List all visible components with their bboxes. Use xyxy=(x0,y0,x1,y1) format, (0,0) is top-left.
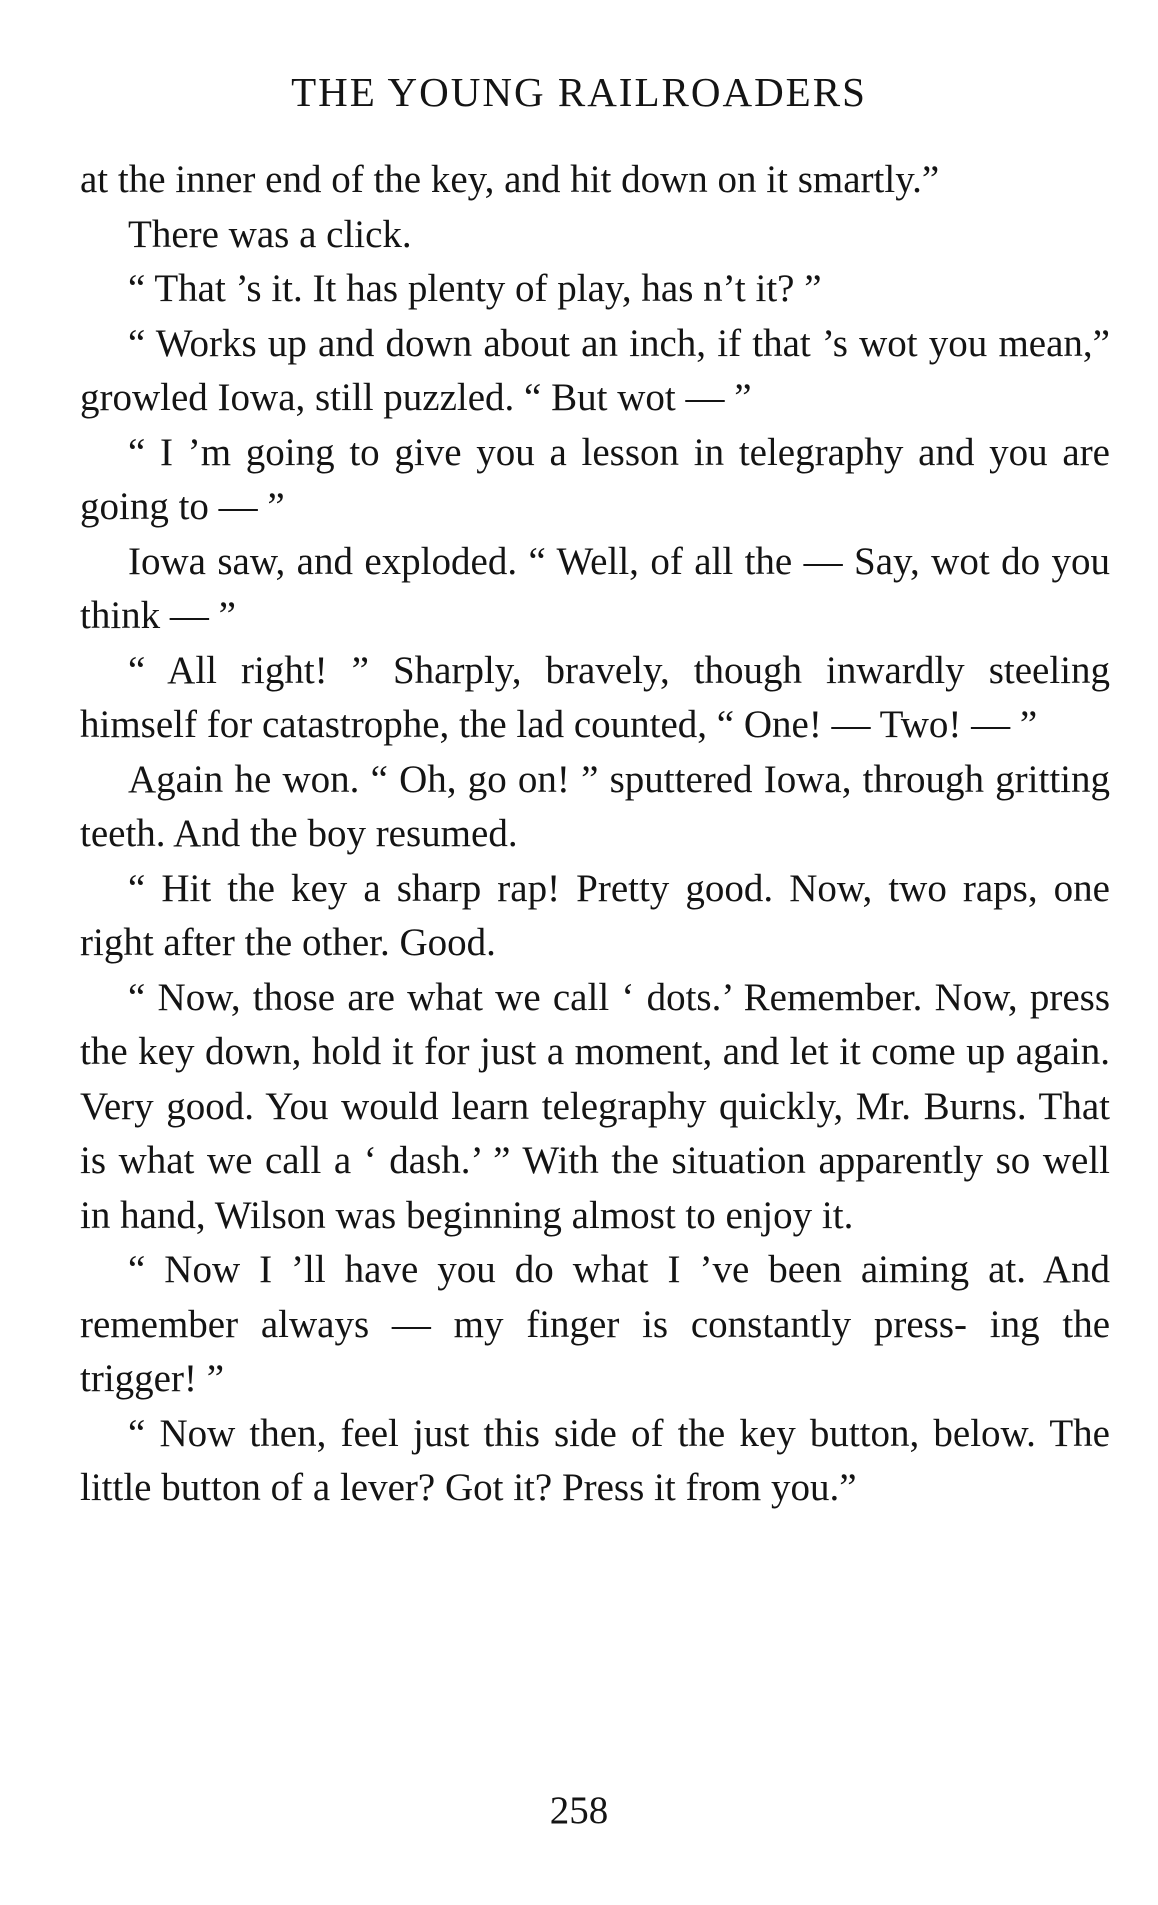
paragraph: Iowa saw, and exploded. “ Well, of all the — Say, wot do you think — ” xyxy=(80,539,1110,637)
paragraph: “ All right! ” Sharply, bravely, though inwardly steeling himself for catastrophe, the lad counted, “ One! — Two! — ” xyxy=(80,648,1110,746)
paragraph: Again he won. “ Oh, go on! ” sputtered Iowa, through gritting teeth. And the boy resumed. xyxy=(80,757,1110,855)
paragraph: “ Now then, feel just this side of the key button, below. The little button of a lever? Got it? Press it from you.” xyxy=(80,1411,1110,1509)
paragraph: “ That ’s it. It has plenty of play, has n’t it? ” xyxy=(128,267,822,310)
paragraph: “ I ’m going to give you a lesson in telegraphy and you are going to — ” xyxy=(80,430,1110,528)
paragraph: “ Works up and down about an inch, if that ’s wot you mean,” growled Iowa, still puzzled. “ But wot — ” xyxy=(80,321,1110,419)
page-number: 258 xyxy=(549,1789,609,1832)
paragraph: “ Now, those are what we call ‘ dots.’ Remember. Now, press the key down, hold it for just a moment, and let it come up again. Very good. You would learn telegraphy quickly, Mr. Burns. That is what we call a ‘ dash.’ ” With the situation apparently so well in hand, Wilson was beginning almost to enjoy it. xyxy=(80,975,1110,1237)
paragraph: “ Hit the key a sharp rap! Pretty good. Now, two raps, one right after the other. Good. xyxy=(80,866,1110,964)
running-title: THE YOUNG RAILROADERS xyxy=(291,69,867,115)
paragraph-continued: at the inner end of the key, and hit down on it smartly.” xyxy=(80,158,940,201)
paragraph: There was a click. xyxy=(128,212,412,256)
paragraph: “ Now I ’ll have you do what I ’ve been aiming at. And remember always — my finger is constantly press- ing the trigger! ” xyxy=(80,1248,1110,1400)
body-text xyxy=(80,153,1110,1516)
